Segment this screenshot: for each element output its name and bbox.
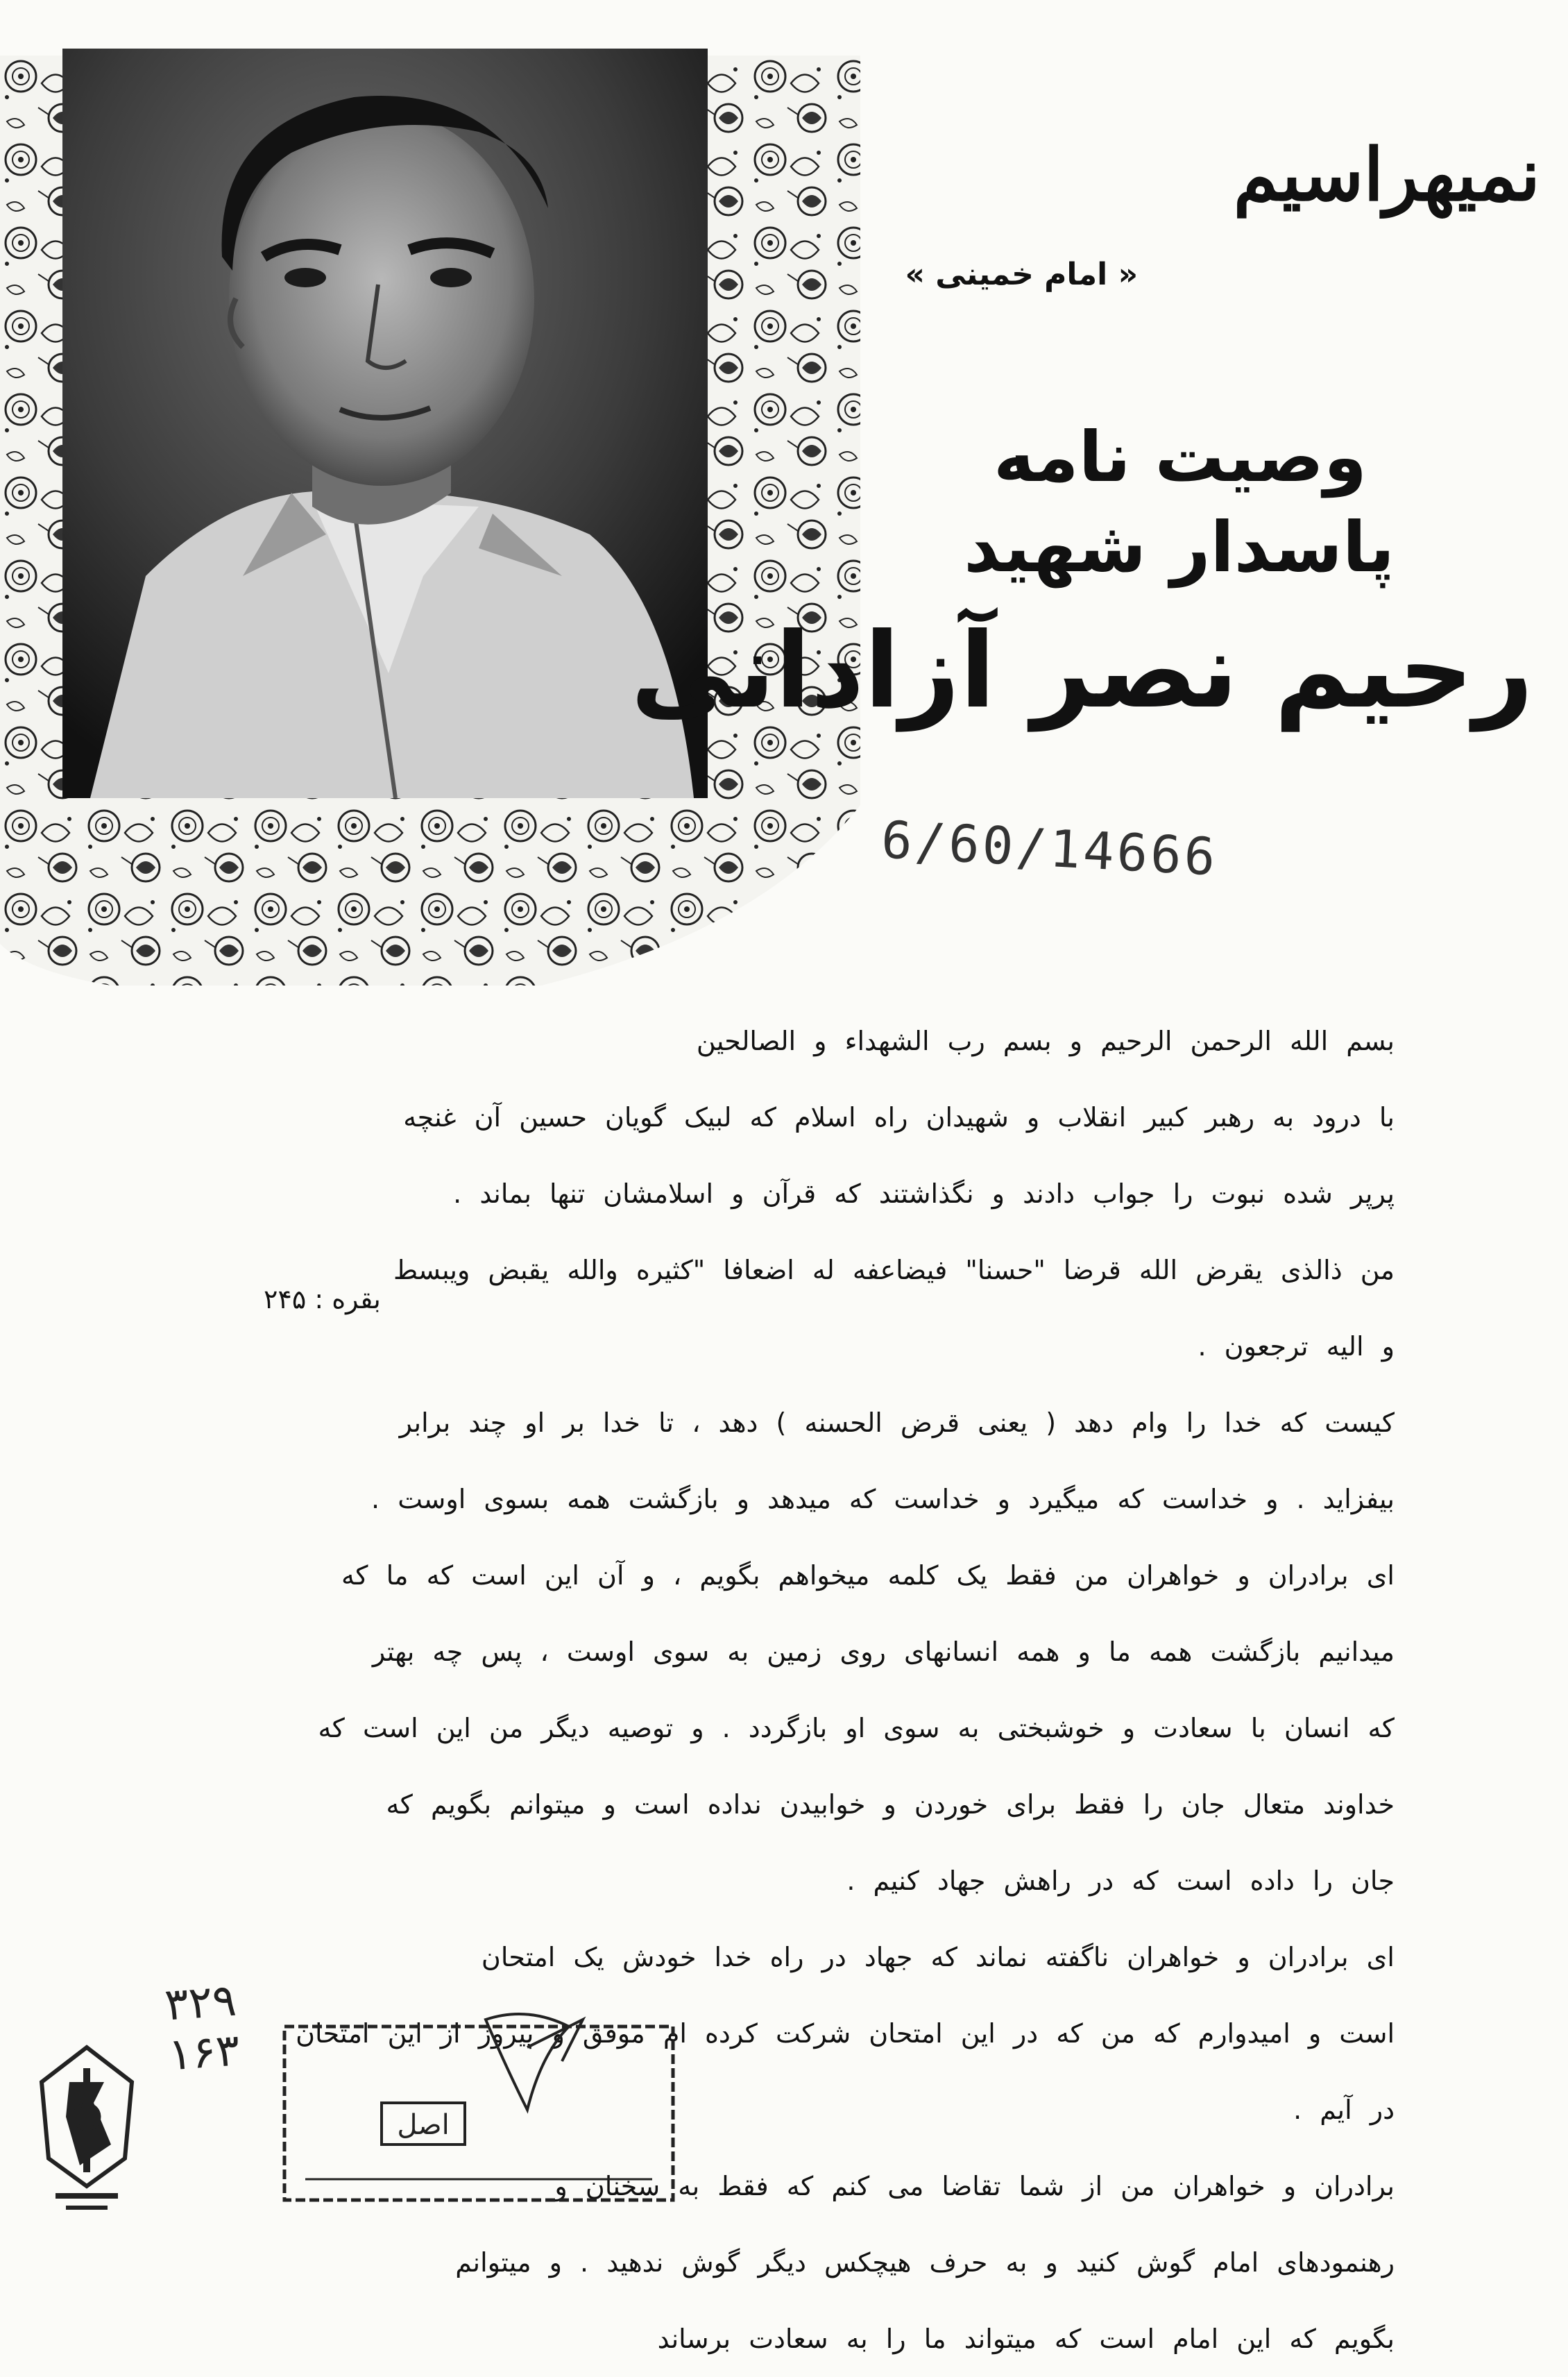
handwritten-note: ۳۲۹ ۱۶۳ [163, 1974, 242, 2081]
body-line: بسم الله الرحمن الرحیم و بسم رب الشهداء و الصالحین [696, 1026, 1395, 1056]
body-line: با درود به رهبر کبیر انقلاب و شهیدان راه اسلام که لبیک گویان حسین آن غنچه [403, 1102, 1395, 1133]
body-line: پرپر شده نبوت را جواب دادند و نگذاشتند که قرآن و اسلامشان تنها بماند . [453, 1178, 1395, 1209]
archive-stamp [278, 1999, 694, 2221]
title-martyr-name: رحیم نصر آزادانی [631, 611, 1533, 731]
body-line: جان را داده است که در راهش جهاد کنیم . [846, 1866, 1395, 1896]
body-line: کیست که خدا را وام دهد ( یعنی قرض الحسنه ) دهد ، تا خدا بر او چند برابر [399, 1407, 1395, 1438]
handwritten-archive-code: 6/60/14666 [880, 810, 1220, 888]
body-line: ای برادران و خواهران ناگفته نماند که جهاد در راه خدا خودش یک امتحان [481, 1942, 1395, 1972]
body-line: میدانیم بازگشت همه ما و همه انسانهای روی زمین به سوی اوست ، پس چه بهتر [372, 1636, 1395, 1667]
verse-reference: بقره : ۲۴۵ [264, 1284, 381, 1314]
body-line: برادران و خواهران من از شما تقاضا می کنم که فقط به سخنان و [554, 2171, 1395, 2201]
irgc-emblem-icon [28, 2040, 146, 2228]
body-line: ای برادران و خواهران من فقط یک کلمه میخواهم بگویم ، و آن این است که ما که [341, 1560, 1395, 1591]
body-line: من ذالذی یقرض الله قرضا "حسنا" فیضاعفه له اضعافا "کثیره والله یقبض ویبسط [393, 1255, 1395, 1285]
quote-title: نمیهراسیم [1233, 132, 1540, 217]
title-rank: پاسدار شهید [964, 507, 1395, 588]
martyr-portrait-photo [62, 49, 708, 798]
body-line: در آیم . [1293, 2095, 1395, 2125]
stamp-label: اصل [397, 2109, 450, 2141]
body-line: بگویم که این امام است که میتواند ما را به سعادت برساند [657, 2324, 1395, 2354]
body-line: بیفزاید . و خداست که میگیرد و خداست که میدهد و بازگشت همه بسوی اوست . [371, 1484, 1395, 1514]
title-will: وصیت نامه [994, 416, 1367, 498]
body-line: خداوند متعال جان را فقط برای خوردن و خوابیدن نداده است و میتوانم بگویم که [386, 1789, 1395, 1820]
body-line: است و امیدوارم که من که در این امتحان شرکت کرده ام موفق و پیروز از این امتحان [296, 2018, 1395, 2049]
body-line: رهنمودهای امام گوش کنید و به حرف هیچکس دیگر گوش ندهید . و میتوانم [455, 2247, 1395, 2278]
body-line: که انسان با سعادت و خوشبختی به سوی او بازگردد . و توصیه دیگر من این است که [318, 1713, 1395, 1743]
body-line: و الیه ترجعون . [1198, 1331, 1395, 1362]
quote-author: « امام خمینی » [905, 257, 1138, 292]
